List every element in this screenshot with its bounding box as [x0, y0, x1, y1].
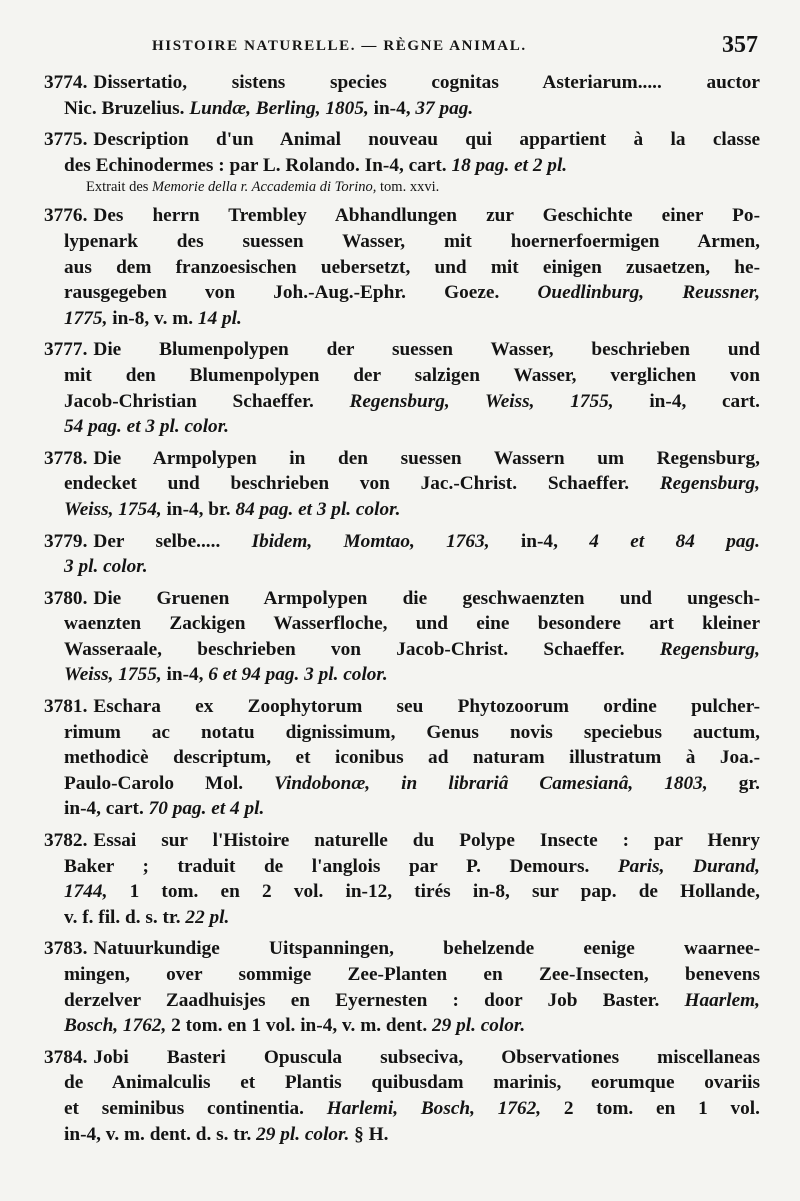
entry-imprint: 1744, — [64, 881, 108, 903]
entry-number: 3777. — [44, 339, 88, 361]
running-head — [44, 30, 760, 64]
entry-collation: 54 pag. et 3 pl. color. — [64, 416, 229, 438]
entry-collation: 22 pl. — [185, 906, 230, 928]
catalog-entry-3784 — [44, 1045, 760, 1147]
entry-number: 3774. — [44, 72, 88, 93]
catalog-entry-3778 — [44, 446, 760, 523]
entry-collation: 6 et 94 pag. 3 pl. color. — [208, 664, 388, 686]
entry-imprint: Regensburg, — [659, 638, 760, 660]
entry-text: Nic. Bruzelius. — [64, 97, 190, 119]
entry-text: v. f. fil. d. s. tr. — [64, 906, 186, 928]
note-text: tom. xxvi. — [376, 179, 440, 196]
entry-text: Wasseraale, beschrieben von Jacob-Christ. Schaeffer. — [64, 638, 660, 660]
note-text: Extrait des — [86, 179, 153, 196]
entry-collation: 37 pag. — [415, 97, 474, 119]
entry-number: 3779. — [44, 530, 88, 552]
entry-text: mingen, over sommige Zee-Planten en Zee-Insecten, benevens — [64, 964, 760, 985]
entry-text: Essai sur l'Histoire naturelle du Polype Insecte : par Henry — [93, 830, 760, 852]
entry-text: in-4, — [368, 97, 416, 119]
entry-collation: 18 pag. et 2 pl. — [451, 154, 568, 176]
entry-number: 3781. — [44, 696, 88, 718]
entry-text: endecket und beschrieben von Jac.-Christ. Schaeffer. — [64, 473, 660, 495]
entry-text: Dissertatio, sistens species cognitas Asteriarum..... auctor — [93, 72, 760, 93]
entry-note — [64, 178, 760, 197]
entry-imprint: Ibidem, Momtao, 1763, — [251, 530, 490, 552]
entry-text: 2 tom. en 1 vol. — [541, 1097, 760, 1119]
running-title: HISTOIRE NATURELLE. — RÈGNE ANIMAL. — [152, 38, 527, 54]
entry-text: Natuurkundige Uitspanningen, behelzende eenige waarnee- — [93, 938, 760, 960]
catalog-entry-3782 — [44, 828, 760, 930]
entry-number: 3775. — [44, 129, 88, 151]
entry-number: 3782. — [44, 830, 88, 852]
entry-text: rimum ac notatu dignissimum, Genus novis speciebus auctum, — [64, 721, 760, 743]
entry-imprint: Weiss, 1755, — [64, 664, 162, 686]
entry-text: de Animalculis et Plantis quibusdam marinis, eorumque ovariis — [64, 1072, 760, 1094]
entry-text: Die Armpolypen in den suessen Wassern um Regensburg, — [93, 447, 760, 469]
entry-imprint: Regensburg, Weiss, 1755, — [349, 390, 614, 412]
entry-collation: 4 et 84 pag. — [589, 530, 760, 552]
entry-text: Description d'un Animal nouveau qui appartient à la classe — [93, 129, 760, 151]
entry-text: waenzten Zackigen Wasserfloche, und eine besondere art kleiner — [64, 613, 760, 635]
entry-number: 3776. — [44, 205, 88, 227]
entry-imprint: Haarlem, — [684, 989, 760, 1011]
entry-text: Eschara ex Zoophytorum seu Phytozoorum ordine pulcher- — [93, 696, 760, 718]
entry-text: Jobi Basteri Opuscula subseciva, Observationes miscellaneas — [93, 1046, 760, 1068]
entry-imprint: Regensburg, — [659, 473, 760, 495]
entry-text: derzelver Zaadhuisjes en Eyernesten : door Job Baster. — [64, 989, 685, 1011]
entry-collation: 29 pl. color. — [431, 1015, 526, 1037]
entry-number: 3778. — [44, 447, 88, 469]
catalog-entry-3775 — [44, 127, 760, 197]
entry-text: rausgegeben von Joh.-Aug.-Ephr. Goeze. — [64, 282, 538, 304]
entry-text: in-4, — [489, 530, 590, 552]
entry-number: 3784. — [44, 1046, 88, 1068]
entry-number: 3780. — [44, 587, 88, 609]
catalog-entry-3774 — [44, 70, 760, 121]
entry-imprint: Lundæ, Berling, 1805, — [189, 97, 369, 119]
entry-imprint: Harlemi, Bosch, 1762, — [326, 1097, 542, 1119]
page-number: 357 — [722, 32, 758, 58]
entry-text: methodicè descriptum, et iconibus ad naturam illustratum à Joa.- — [64, 747, 760, 769]
entry-text: aus dem franzoesischen uebersetzt, und mit einigen zusaetzen, he- — [64, 256, 760, 278]
entry-text: Die Blumenpolypen der suessen Wasser, beschrieben und — [93, 339, 760, 361]
entry-text: 1 tom. en 2 vol. in-12, tirés in-8, sur pap. de Hollande, — [107, 881, 760, 903]
entry-text: in-4, br. — [161, 498, 236, 520]
entry-text: Jacob-Christian Schaeffer. — [64, 390, 350, 412]
entry-text: in-4, v. m. dent. d. s. tr. — [64, 1123, 257, 1145]
entry-text: Die Gruenen Armpolypen die geschwaenzten und ungesch- — [93, 587, 760, 609]
entry-text: in-8, v. m. — [107, 307, 198, 329]
entry-text: mit den Blumenpolypen der salzigen Wasser, verglichen von — [64, 364, 760, 386]
entry-collation: 3 pl. color. — [64, 556, 148, 578]
catalog-entry-3783 — [44, 936, 760, 1038]
entry-imprint: Paris, Durand, — [617, 855, 760, 877]
entry-text: des Echinodermes : par L. Rolando. In-4, cart. — [64, 154, 452, 176]
entry-imprint: Ouedlinburg, Reussner, — [537, 282, 761, 304]
note-source: Memorie della r. Accademia di Torino, — [152, 179, 377, 196]
entry-text: in-4, — [161, 664, 209, 686]
catalog-entry-3776 — [44, 203, 760, 331]
entry-collation: 70 pag. et 4 pl. — [148, 798, 265, 820]
entry-text: Des herrn Trembley Abhandlungen zur Geschichte einer Po- — [93, 205, 760, 227]
entry-collation: 84 pag. et 3 pl. color. — [235, 498, 401, 520]
entry-imprint: 1775, — [64, 307, 108, 329]
entry-text: in-4, cart. — [64, 798, 149, 820]
entry-number: 3783. — [44, 938, 88, 960]
entry-imprint: Weiss, 1754, — [64, 498, 162, 520]
entry-imprint: Vindobonæ, in librariâ Camesianâ, 1803, — [274, 772, 708, 794]
entry-text: Baker ; traduit de l'anglois par P. Demours. — [64, 855, 618, 877]
entry-text: gr. — [707, 772, 760, 794]
entry-text: Der selbe..... — [93, 530, 252, 552]
catalog-entry-3780 — [44, 586, 760, 688]
entry-text: in-4, cart. — [613, 390, 760, 412]
entry-text: Paulo-Carolo Mol. — [64, 772, 275, 794]
entry-text: et seminibus continentia. — [64, 1097, 327, 1119]
catalog-entry-3779 — [44, 529, 760, 580]
catalog-entry-3777 — [44, 337, 760, 439]
entry-collation: 14 pl. — [197, 307, 242, 329]
entry-text: lypenark des suessen Wasser, mit hoernerfoermigen Armen, — [64, 230, 760, 252]
entry-collation: 29 pl. color. — [256, 1123, 350, 1145]
entry-text: 2 tom. en 1 vol. in-4, v. m. dent. — [166, 1015, 432, 1037]
entry-imprint: Bosch, 1762, — [64, 1015, 167, 1037]
entry-provenance-mark: § H. — [349, 1123, 389, 1145]
catalog-entry-3781 — [44, 694, 760, 822]
